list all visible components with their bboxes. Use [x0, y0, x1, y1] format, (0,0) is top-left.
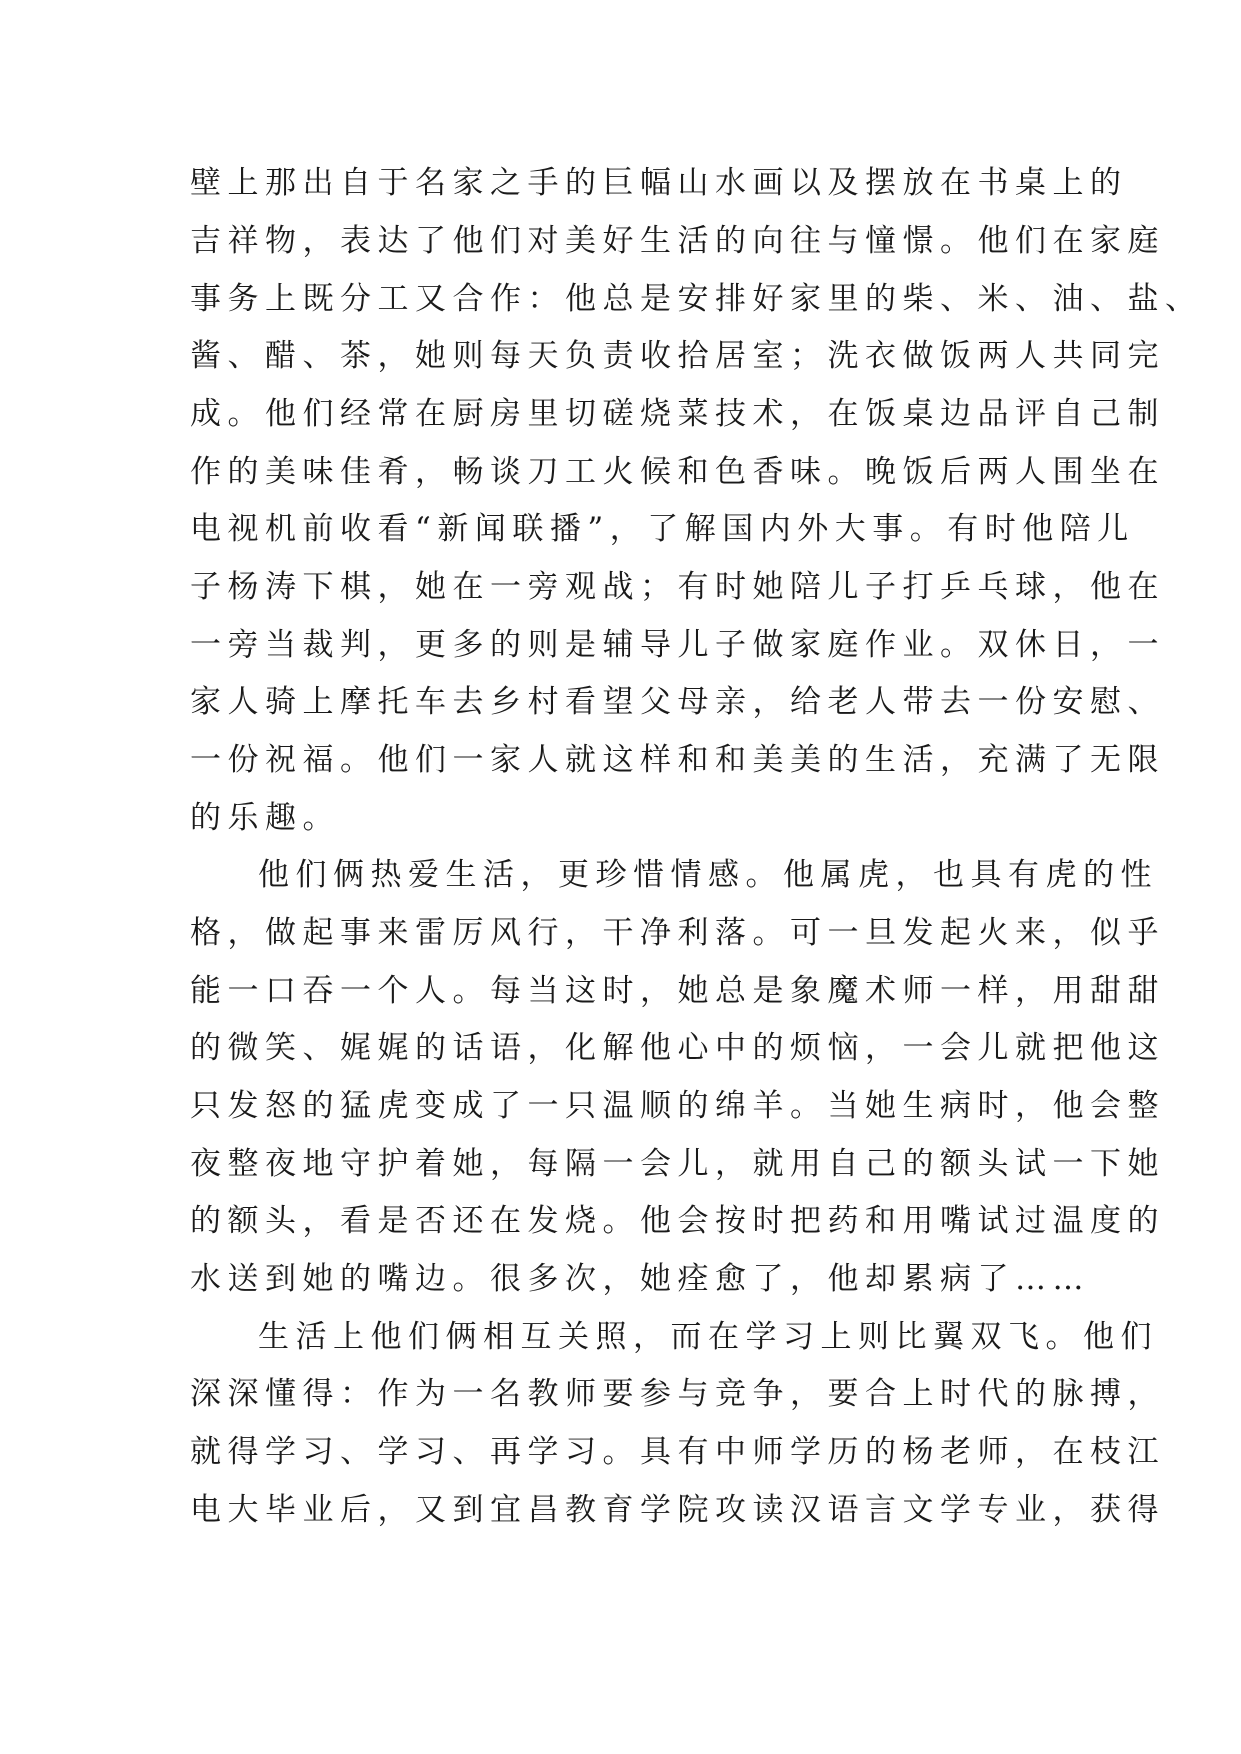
paragraph-1-line-4: 酱、醋、茶，她则每天负责收拾居室；洗衣做饭两人共同完	[190, 338, 1165, 374]
paragraph-2-line-5: 只发怒的猛虎变成了一只温顺的绵羊。当她生病时，他会整	[190, 1088, 1165, 1124]
paragraph-1-line-9: 一旁当裁判，更多的则是辅导儿子做家庭作业。双休日，一	[190, 627, 1165, 663]
paragraph-3-line-2: 深深懂得：作为一名教师要参与竞争，要合上时代的脉搏，	[190, 1376, 1165, 1412]
paragraph-1-line-3: 事务上既分工又合作：他总是安排好家里的柴、米、油、盐、	[190, 281, 1203, 317]
paragraph-2-line-8: 水送到她的嘴边。很多次，她痊愈了，他却累病了……	[190, 1261, 1090, 1297]
paragraph-1-line-6: 作的美味佳肴，畅谈刀工火候和色香味。晚饭后两人围坐在	[190, 454, 1165, 490]
paragraph-1-line-10: 家人骑上摩托车去乡村看望父母亲，给老人带去一份安慰、	[190, 684, 1165, 720]
paragraph-2-line-7: 的额头，看是否还在发烧。他会按时把药和用嘴试过温度的	[190, 1203, 1165, 1239]
paragraph-3-line-1: 生活上他们俩相互关照，而在学习上则比翼双飞。他们	[258, 1319, 1158, 1355]
paragraph-2-line-2: 格，做起事来雷厉风行，干净利落。可一旦发起火来，似乎	[190, 915, 1165, 951]
paragraph-2-line-4: 的微笑、娓娓的话语，化解他心中的烦恼，一会儿就把他这	[190, 1030, 1165, 1066]
paragraph-2-line-3: 能一口吞一个人。每当这时，她总是象魔术师一样，用甜甜	[190, 973, 1165, 1009]
paragraph-2-line-1: 他们俩热爱生活，更珍惜情感。他属虎，也具有虎的性	[258, 857, 1158, 893]
paragraph-1-line-8: 子杨涛下棋，她在一旁观战；有时她陪儿子打乒乓球，他在	[190, 569, 1165, 605]
paragraph-1-line-12: 的乐趣。	[190, 800, 340, 836]
paragraph-1-line-5: 成。他们经常在厨房里切磋烧菜技术，在饭桌边品评自己制	[190, 396, 1165, 432]
paragraph-1-line-11: 一份祝福。他们一家人就这样和和美美的生活，充满了无限	[190, 742, 1165, 778]
paragraph-1-line-7: 电视机前收看“新闻联播”，了解国内外大事。有时他陪儿	[190, 511, 1135, 547]
paragraph-3-line-3: 就得学习、学习、再学习。具有中师学历的杨老师，在枝江	[190, 1434, 1165, 1470]
paragraph-3-line-4: 电大毕业后，又到宜昌教育学院攻读汉语言文学专业，获得	[190, 1492, 1165, 1528]
paragraph-2-line-6: 夜整夜地守护着她，每隔一会儿，就用自己的额头试一下她	[190, 1146, 1165, 1182]
paragraph-1-line-2: 吉祥物，表达了他们对美好生活的向往与憧憬。他们在家庭	[190, 223, 1165, 259]
paragraph-1-line-1: 壁上那出自于名家之手的巨幅山水画以及摆放在书桌上的	[190, 165, 1128, 201]
